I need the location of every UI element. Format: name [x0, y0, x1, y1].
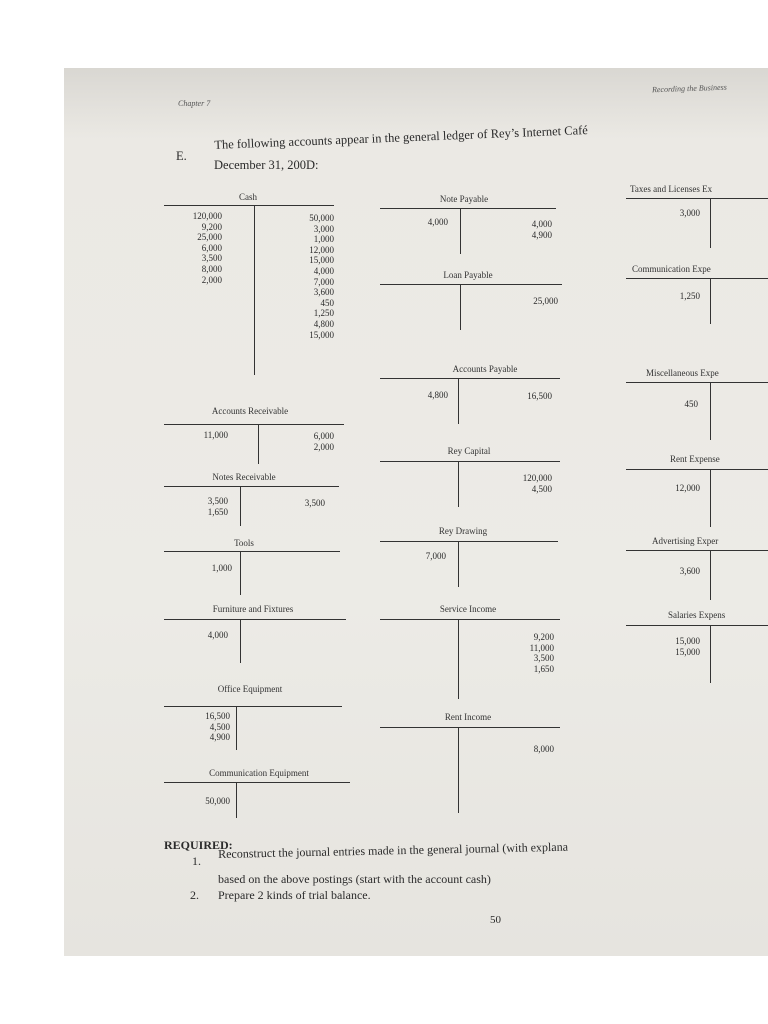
note-payable-credits: 4,000 4,900 [531, 219, 552, 240]
t-account-title: Loan Payable [443, 270, 493, 280]
required-heading: REQUIRED: [164, 838, 233, 852]
miscellaneous-expense-debits: 450 [684, 399, 698, 409]
advertising-expense-debits: 3,600 [679, 566, 700, 576]
t-account-title: Communication Equipment [209, 768, 309, 778]
rey-drawing-debits: 7,000 [425, 551, 446, 561]
tools-debits: 1,000 [211, 563, 232, 573]
rent-income-credits: 8,000 [533, 744, 554, 754]
required-item2-text: Prepare 2 kinds of trial balance. [218, 888, 371, 902]
t-account-title: Cash [239, 192, 257, 202]
document-page [64, 68, 768, 956]
accounts-payable-debits: 4,800 [427, 390, 448, 400]
taxes-and-licenses-debits: 3,000 [679, 208, 700, 218]
furniture-debits: 4,000 [207, 630, 228, 640]
notes-receivable-debits: 3,500 1,650 [207, 496, 228, 517]
t-account-title: Office Equipment [217, 684, 283, 694]
t-account-title: Rent Expense [670, 454, 720, 464]
chapter-label: Chapter 7 [178, 99, 211, 108]
cash-debits: 120,000 9,200 25,000 6,000 3,500 8,000 2,000 [192, 211, 222, 285]
note-payable-debits: 4,000 [427, 217, 448, 227]
rent-expense-debits: 12,000 [675, 483, 700, 493]
t-account-title: Accounts Payable [452, 364, 518, 374]
loan-payable-credits: 25,000 [533, 296, 558, 306]
required-item1-number: 1. [192, 854, 201, 868]
communication-equipment-debits: 50,000 [205, 796, 230, 806]
t-account-title: Salaries Expens [668, 610, 726, 620]
running-title: Recording the Business [651, 82, 727, 95]
t-account-title: Accounts Receivable [211, 406, 289, 416]
accounts-receivable-credits: 6,000 2,000 [313, 431, 334, 452]
salaries-expense-debits: 15,000 15,000 [675, 636, 700, 657]
communication-expense-debits: 1,250 [679, 291, 700, 301]
t-account-title: Note Payable [439, 194, 489, 204]
t-account-title: Taxes and Licenses Ex [630, 184, 713, 194]
t-account-title: Rey Drawing [438, 526, 488, 536]
page-number: 50 [490, 914, 501, 926]
accounts-receivable-debits: 11,000 [203, 430, 228, 440]
service-income-credits: 9,200 11,000 3,500 1,650 [529, 632, 554, 674]
t-account-title: Advertising Exper [652, 536, 719, 546]
accounts-payable-credits: 16,500 [527, 391, 552, 401]
problem-intro-line2: December 31, 200D: [214, 158, 319, 172]
t-account-title: Service Income [439, 604, 497, 614]
required-item2-number: 2. [190, 888, 199, 902]
t-account-title: Notes Receivable [212, 472, 276, 482]
office-equipment-debits: 16,500 4,500 4,900 [205, 711, 230, 743]
required-item1-text: Reconstruct the journal entries made in the general journal (with explana [218, 839, 569, 861]
problem-letter: E. [176, 149, 187, 163]
notes-receivable-credits: 3,500 [304, 498, 325, 508]
t-account-title: Furniture and Fixtures [212, 604, 294, 614]
t-account-title: Rey Capital [447, 446, 491, 456]
t-account-title: Rent Income [444, 712, 492, 722]
problem-intro-line1: The following accounts appear in the general ledger of Rey’s Internet Café [214, 122, 589, 152]
required-item1-continuation: based on the above postings (start with the account cash) [218, 872, 491, 886]
rey-capital-credits: 120,000 4,500 [522, 473, 552, 494]
t-account-title: Miscellaneous Expe [646, 368, 719, 378]
t-account-title: Communication Expe [632, 264, 711, 274]
t-account-title: Tools [234, 538, 254, 548]
cash-credits: 50,000 3,000 1,000 12,000 15,000 4,000 7,000 3,600 450 1,250 4,800 15,000 [309, 213, 334, 340]
